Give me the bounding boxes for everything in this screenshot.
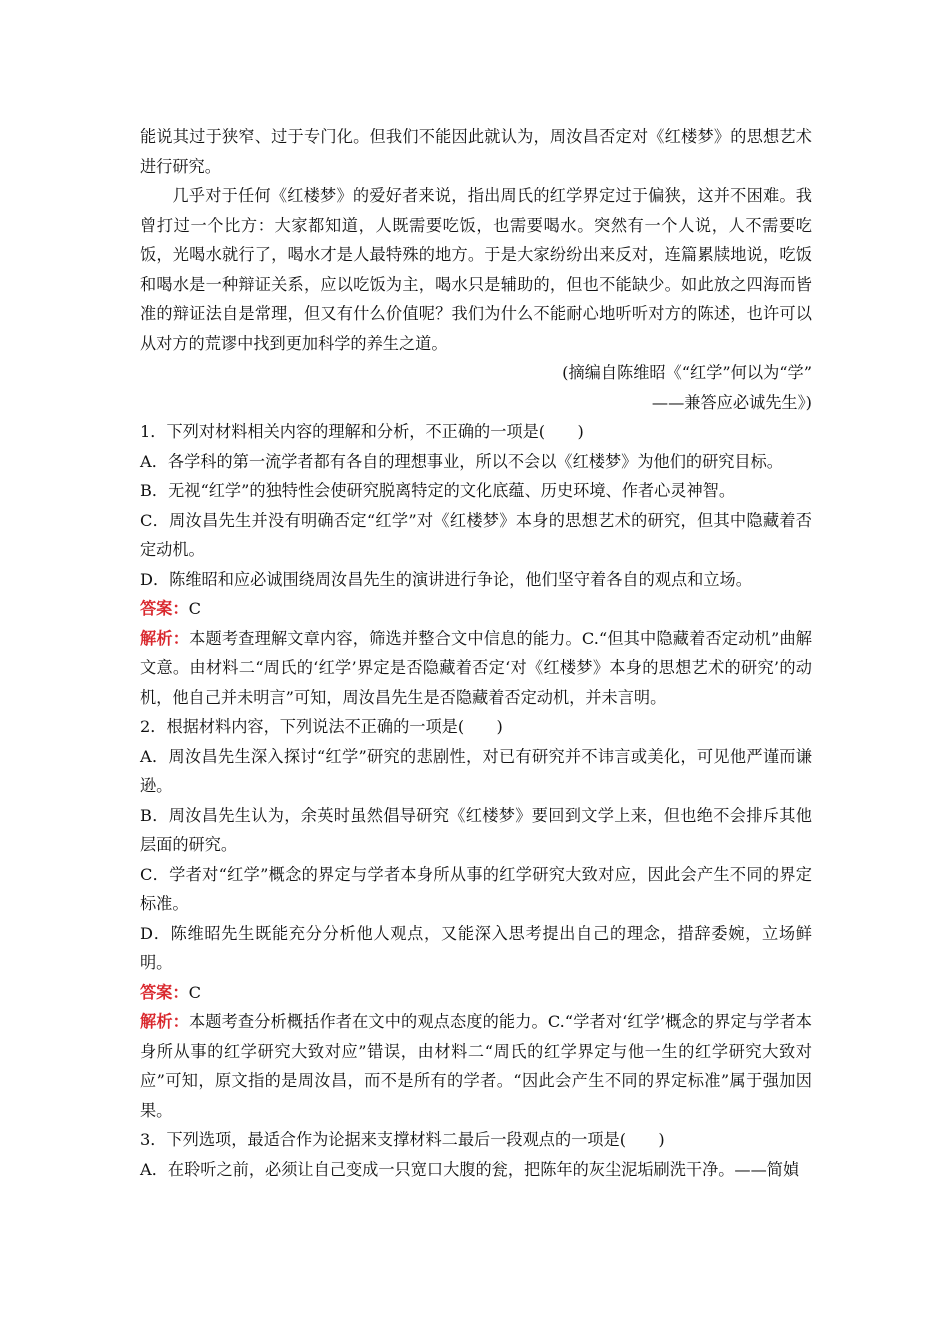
option-b: B．周汝昌先生认为，余英时虽然倡导研究《红楼梦》要回到文学上来，但也绝不会排斥其他层面的研究。: [140, 805, 812, 854]
option-a: A．各学科的第一流学者都有各自的理想事业，所以不会以《红楼梦》为他们的研究目标。: [140, 451, 783, 471]
passage-paragraph: 几乎对于任何《红楼梦》的爱好者来说，指出周氏的红学界定过于偏狭，这并不困难。我曾打过一个比方：大家都知道，人既需要吃饭，也需要喝水。突然有一个人说，人不需要吃饭，光喝水就行了，喝水才是人最特殊的地方。于是大家纷纷出来反对，连篇累牍地说，吃饭和喝水是一种辩证关系，应以吃饭为主，喝水只是辅助的，但也不能缺少。如此放之四海而皆准的辩证法自是常理，但又有什么价值呢？我们为什么不能耐心地听听对方的陈述，也许可以从对方的荒谬中找到更加科学的养生之道。: [140, 186, 812, 353]
question-stem: 2．根据材料内容，下列说法不正确的一项是( ): [140, 717, 503, 736]
answer-line: [140, 594, 812, 624]
option-c: C．学者对“红学”概念的界定与学者本身所从事的红学研究大致对应，因此会产生不同的界定标准。: [140, 864, 812, 913]
analysis-label: 解析：: [140, 1012, 189, 1031]
option-a: A．在聆听之前，必须让自己变成一只宽口大腹的瓮，把陈年的灰尘泥垢刷洗干净。——简媜: [140, 1159, 800, 1179]
question-stem: 1．下列对材料相关内容的理解和分析，不正确的一项是( ): [140, 422, 584, 441]
document-content: [140, 122, 812, 1184]
option-b: B．无视“红学”的独特性会使研究脱离特定的文化底蕴、历史环境、作者心灵神智。: [140, 481, 736, 500]
source-citation: (摘编自陈维昭《“红学”何以为“学”: [562, 363, 812, 382]
analysis-label: 解析：: [140, 628, 190, 648]
option-d: D．陈维昭先生既能充分分析他人观点，又能深入思考提出自己的理念，措辞委婉，立场鲜明。: [140, 923, 812, 972]
answer-label: 答案：: [140, 982, 189, 1002]
passage-paragraph: 能说其过于狭窄、过于专门化。但我们不能因此就认为，周汝昌否定对《红楼梦》的思想艺术进行研究。: [140, 127, 812, 176]
source-citation: ——兼答应必诚先生》): [651, 392, 812, 412]
analysis-text: 本题考查理解文章内容，筛选并整合文中信息的能力。C.“但其中隐藏着否定动机”曲解文意。由材料二“周氏的‘红学’界定是否隐藏着否定‘对《红楼梦》本身的思想艺术的研究’的动机，他自己并未明言”可知，周汝昌先生是否隐藏着否定动机，并未言明。: [140, 628, 812, 707]
analysis-paragraph: [140, 624, 812, 713]
answer-value: C: [188, 599, 201, 618]
analysis-text: 本题考查分析概括作者在文中的观点态度的能力。C.“学者对‘红学’概念的界定与学者本身所从事的红学研究大致对应”错误，由材料二“周氏的红学界定与他一生的红学研究大致对应”可知，原文指的是周汝昌，而不是所有的学者。“因此会产生不同的界定标准”属于强加因果。: [140, 1012, 812, 1120]
option-c: C．周汝昌先生并没有明确否定“红学”对《红楼梦》本身的思想艺术的研究，但其中隐藏着否定动机。: [140, 510, 812, 559]
option-d: D．陈维昭和应必诚围绕周汝昌先生的演讲进行争论，他们坚守着各自的观点和立场。: [140, 569, 752, 589]
answer-label: 答案：: [140, 599, 189, 618]
option-a: A．周汝昌先生深入探讨“红学”研究的悲剧性，对已有研究并不讳言或美化，可见他严谨而谦逊。: [140, 746, 812, 795]
analysis-paragraph: [140, 1007, 812, 1125]
question-stem: 3．下列选项，最适合作为论据来支撑材料二最后一段观点的一项是( ): [140, 1130, 665, 1149]
answer-line: [140, 978, 812, 1008]
answer-value: C: [188, 982, 201, 1002]
